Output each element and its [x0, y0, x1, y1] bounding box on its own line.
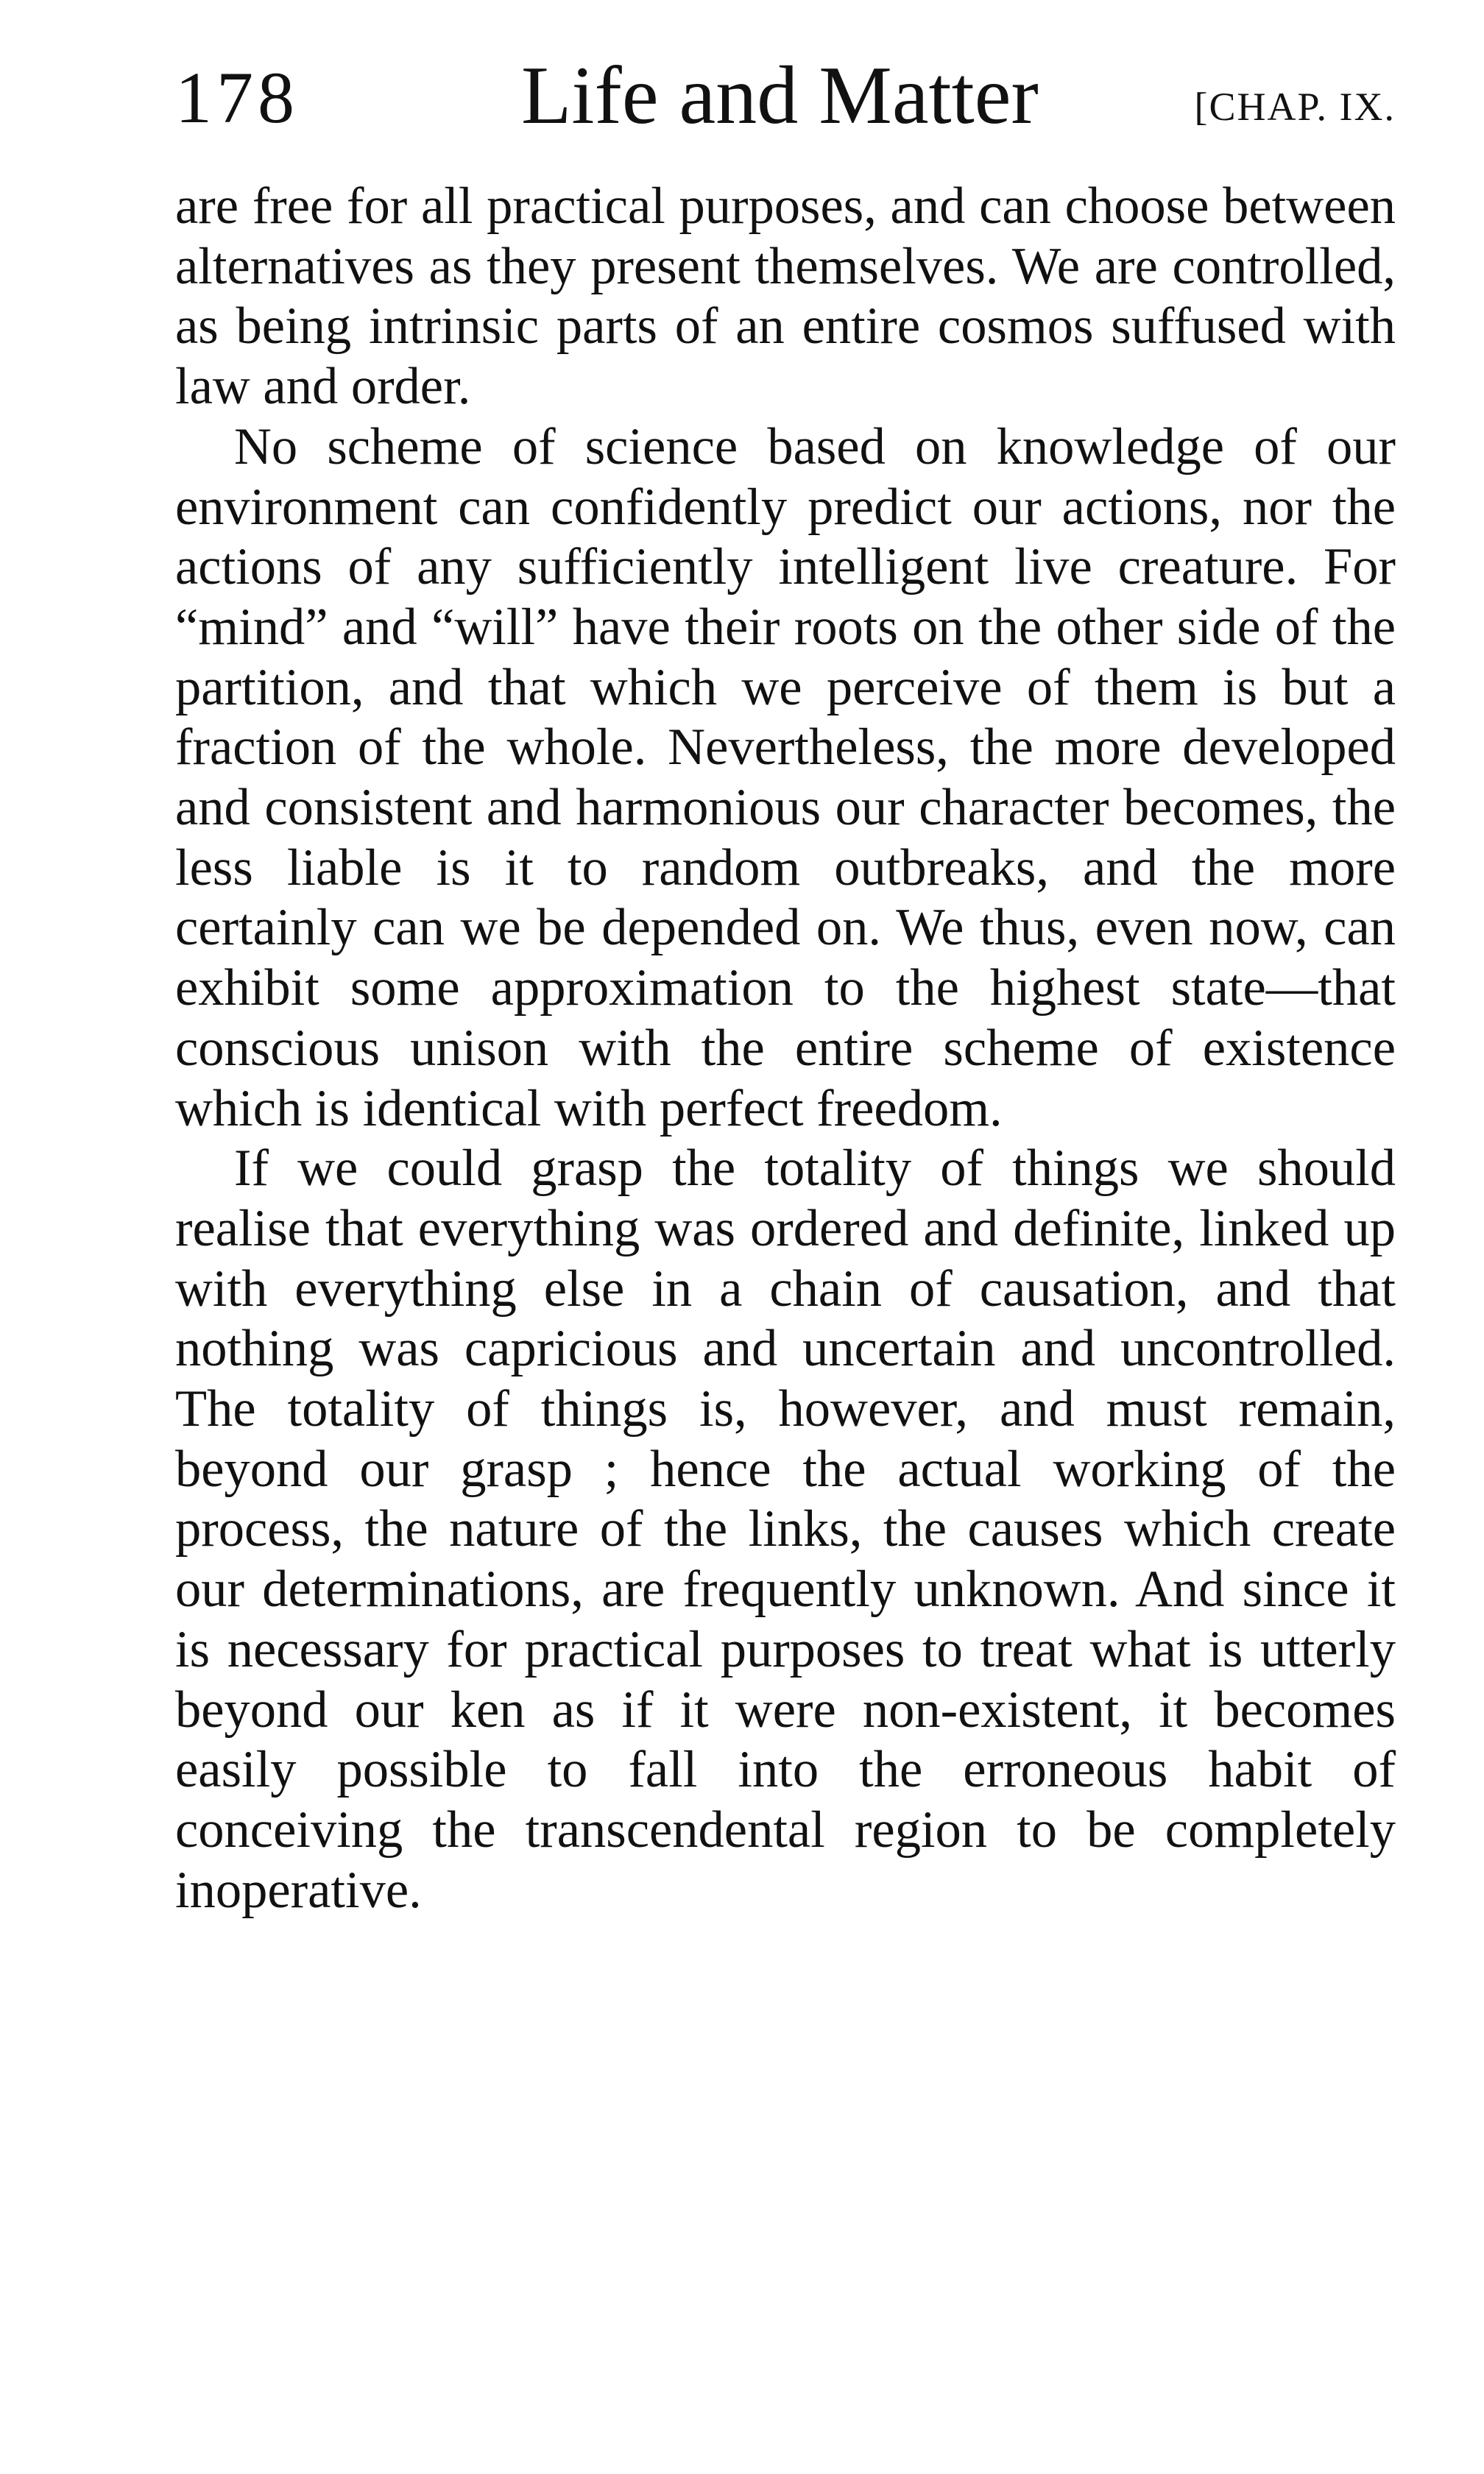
body-text	[175, 177, 1396, 1920]
paragraph-continuation: are free for all practical purposes, and can choose between alternatives as they present themselves. We are controlled, as being intrinsic parts of an entire cosmos suffused with law and order.	[175, 177, 1396, 416]
chapter-reference: [CHAP. IX.	[1194, 85, 1396, 129]
paragraph-scheme-of-science: No scheme of science based on knowledge of our environment can confidently predict our actions, nor the actions of any sufficiently intelligent live creature. For “mind” and “will” have their roots on the other side of the partition, and that which we perceive of them is but a fraction of the whole. Nevertheless, the more developed and consistent and harmonious our character becomes, the less liable is it to random outbreaks, and the more certainly can we be depended on. We thus, even now, can exhibit some approximation to the highest state—that conscious unison with the entire scheme of existence which is identical with perfect freedom.	[175, 417, 1396, 1137]
book-title: Life and Matter	[521, 50, 1039, 141]
page-number: 178	[175, 57, 299, 138]
book-page	[175, 52, 1396, 1920]
paragraph-totality-of-things: If we could grasp the totality of things we should realise that everything was ordered and definite, linked up with everything else in a chain of causation, and that nothing was capricious and uncertain and uncontrolled. The totality of things is, however, and must remain, beyond our grasp ; hence the actual working of the process, the nature of the links, the causes which create our determinations, are frequently unknown. And since it is necessary for practical purposes to treat what is utterly beyond our ken as if it were non-existent, it becomes easily possible to fall into the erroneous habit of conceiving the transcendental region to be completely inoperative.	[175, 1139, 1396, 1919]
running-head	[175, 52, 1396, 147]
